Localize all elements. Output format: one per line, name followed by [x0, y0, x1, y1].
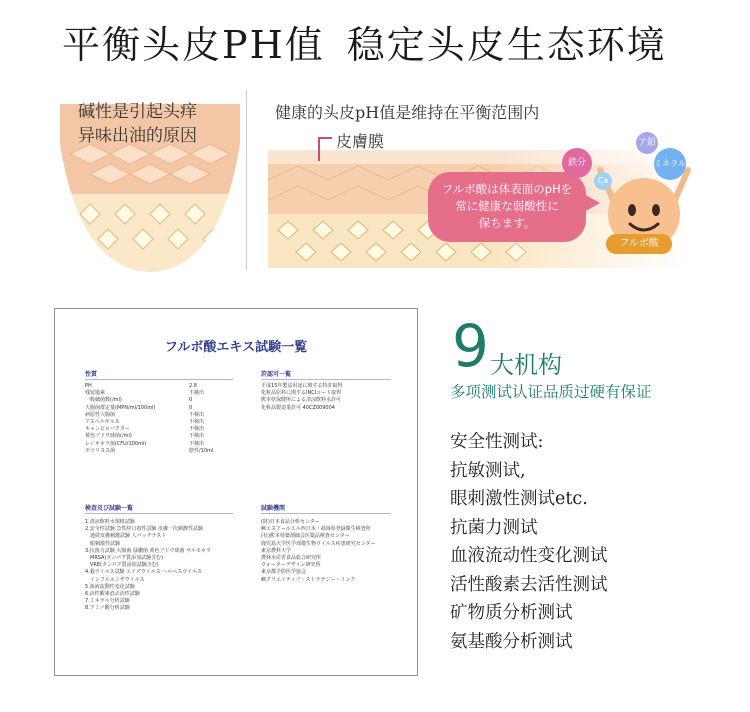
test-item: 眼刺激性試験 [85, 540, 121, 547]
test-list-item: 安全性测试: [450, 432, 544, 452]
property-name: アスペルギルス [85, 419, 120, 426]
institution-item: ㈱クリエイティブ・ストラテジー・インク [261, 576, 356, 583]
report-title: フルボ酸エキス試験一覧 [164, 340, 308, 355]
test-item: 連続皮膚刺激試験 人パッチテスト [85, 533, 167, 540]
institution-count: 9 [452, 312, 489, 380]
test-item: 7.ミネラル分析試験 [85, 598, 130, 605]
mineral-orb: ミネラル [654, 148, 686, 180]
properties-heading: 性質 [85, 371, 98, 378]
calcium-orb: Ca [594, 172, 612, 190]
institution-item: 農林水産省食品総合研究所 [261, 555, 322, 562]
property-value: 2.8 [189, 383, 197, 389]
test-item: 3.抗菌力試験 大腸菌 緑膿菌 黄色ブドウ球菌 サルモネラ [85, 547, 211, 554]
institutions-rule [261, 513, 391, 514]
alkaline-caption-line1: 碱性是引起头痒 [78, 102, 197, 122]
approval-item: 平成15年製法用途に関する特許取得 [261, 383, 343, 389]
institutions-list [261, 519, 376, 584]
test-item: VRE(タンパク質添加試験含む) [85, 562, 159, 569]
test-list-item: 抗菌力测试 [450, 517, 538, 538]
institution-item: 東京都予防医学協会 [261, 569, 307, 576]
property-name: PH [85, 383, 92, 389]
title-left: 平衡头皮PH值 [62, 23, 325, 67]
institution-item: (財)日本食品分析センター [261, 519, 320, 525]
bubble-line2: 常に健康な弱酸性に [455, 199, 559, 213]
approval-item: 熊本県保健所による清涼飲料水許可 [261, 397, 342, 404]
test-list-item: 活性酸素去活性测试 [450, 574, 608, 595]
test-item: 6.活性酸素消去活性試験 [85, 591, 140, 598]
property-value: 不検出 [189, 390, 205, 397]
test-list-item: 氨基酸分析测试 [450, 631, 573, 652]
test-item: 5.血液流動性変化試験 [85, 583, 135, 590]
title-right: 稳定头皮生态环境 [346, 23, 667, 67]
institution-count-label: 大机构 [490, 351, 562, 379]
property-name: キャンピロバクター [85, 426, 130, 433]
iron-orb: 鉄分 [562, 148, 592, 178]
approvals-list [261, 383, 342, 412]
zinc-orb: ア鉛 [636, 132, 658, 154]
property-name: 残留塩素 [85, 390, 106, 397]
property-row [85, 405, 213, 412]
bubble-line3: 保ちます。 [478, 216, 536, 230]
property-value: 不検出 [189, 426, 205, 433]
alkaline-caption [78, 100, 197, 148]
test-item: 1.清涼飲料水規格試験 [85, 519, 135, 525]
properties-rule [85, 379, 233, 380]
membrane-pointer [318, 137, 332, 161]
tests-heading: 検査及び試験一覧 [85, 505, 134, 512]
property-row [85, 397, 213, 404]
property-name: レジオネラ菌(CFU/100ml) [85, 440, 147, 447]
property-value: 不検出 [189, 440, 205, 447]
fulvic-speech-bubble [428, 172, 586, 242]
property-value: 不検出 [189, 433, 205, 440]
property-row [85, 448, 213, 455]
bubble-line1: フルボ酸は体表面のpHを [441, 182, 573, 196]
property-value: 不検出 [189, 419, 205, 426]
property-value: 不検出 [189, 411, 205, 418]
property-name: 一般細菌数(/ml) [85, 397, 122, 404]
test-item: 2.安全性試験 急性経口毒性試験 皮膚一次刺激性試験 [85, 526, 203, 533]
approvals-rule [261, 379, 391, 380]
test-item: 8.アミノ酸分析試験 [85, 605, 130, 612]
healthy-ph-caption: 健康的头皮pH值是维持在平衡范围内 [275, 103, 540, 122]
page-title [62, 14, 667, 69]
membrane-label: 皮膚膜 [336, 132, 385, 151]
panel-divider [246, 90, 247, 270]
property-name: 黄色ブドウ球菌(/ml) [85, 433, 132, 440]
property-name: 大腸菌群定量(MPN/ml/100ml) [85, 404, 156, 411]
test-list-item: 抗敏测试, [450, 460, 526, 481]
mascot-label: フルボ酸 [606, 234, 672, 254]
property-value: 陰性/10ml [189, 447, 214, 454]
tests-rule [85, 513, 233, 514]
test-item: MRSA(タンパク質添加試験含む) [85, 555, 164, 562]
test-item: 4.殺ウイルス試験 エイズウイルス ヘルペスウイルス [85, 569, 203, 576]
test-list-item: 血液流动性变化测试 [450, 546, 608, 566]
approvals-heading: 許認可一覧 [261, 371, 292, 378]
institution-item: ㈱エスアールエル西日本・福岡県登録衛生検査所 [261, 526, 371, 533]
test-report-document [54, 308, 418, 676]
properties-table [85, 383, 213, 455]
test-list [450, 428, 608, 656]
institution-item: (社)熊本県薬剤師会医薬品検査センター [261, 533, 350, 540]
property-row [85, 441, 213, 448]
alkaline-caption-line2: 异味出油的原因 [78, 126, 197, 146]
approval-item: 化粧品製造業許可 40CZ009004 [261, 404, 335, 411]
institution-item: 東京農科大学 [261, 547, 292, 554]
institution-item: ウォーターデザイン研究所 [261, 562, 321, 569]
property-name: ボツリヌス菌 [85, 447, 116, 454]
institutions-heading: 試験機関 [261, 505, 286, 512]
test-list-item: 眼刺激性测试etc. [450, 489, 588, 509]
property-row [85, 433, 213, 440]
test-item: インフルエンザウイルス [85, 576, 145, 583]
institution-item: 鹿児島大学医学部微生物ウイルス疾患研究センター [261, 540, 376, 547]
property-value: 0 [189, 397, 193, 404]
test-list-item: 矿物质分析测试 [450, 603, 573, 623]
property-value: 0 [189, 404, 193, 411]
tests-list [85, 519, 211, 613]
property-name: 病原性大腸菌 [85, 411, 116, 418]
approval-item: 化粧品原料に関するINCIコード取得 [261, 390, 342, 397]
quality-tagline: 多项测试认证品质过硬有保证 [450, 383, 652, 401]
property-row [85, 412, 213, 419]
